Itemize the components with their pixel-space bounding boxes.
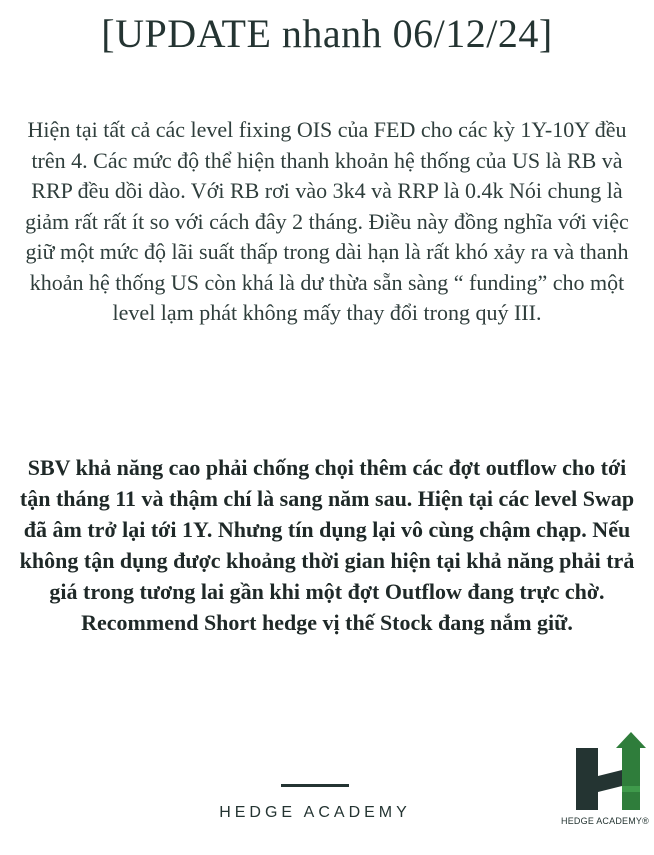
page-title: [UPDATE nhanh 06/12/24] — [101, 11, 553, 56]
footer-brand: HEDGE ACADEMY — [219, 804, 411, 821]
paragraph-liquidity: Hiện tại tất cả các level fixing OIS của FED cho các kỳ 1Y-10Y đều trên 4. Các mức độ thể hiện thanh khoản hệ thống của US là RB và RRP đều dồi dào. Với RB rơi vào 3k4 và RRP là 0.4k Nói chung là giảm rất rất ít so với cách đây 2 tháng. Điều này đồng nghĩa với việc giữ một mức độ lãi suất thấp trong dài hạn là rất khó xảy ra và thanh khoản hệ thống US còn khá là dư thừa sẵn sàng “ funding” cho một level lạm phát không mấy thay đổi trong quý III. — [25, 117, 629, 325]
paragraph-sbv-outflow: SBV khả năng cao phải chống chọi thêm các đợt outflow cho tới tận tháng 11 và thậm chí là sang năm sau. Hiện tại các level Swap đã âm trở lại tới 1Y. Nhưng tín dụng lại vô cùng chậm chạp. Nếu không tận dụng được khoảng thời gian hiện tại khả năng phải trả giá trong tương lai gần khi một đợt Outflow đang trực chờ. Recommend Short hedge vị thế Stock đang nắm giữ. — [19, 455, 635, 635]
footer-divider — [281, 784, 349, 787]
hedge-academy-logo-icon — [560, 730, 654, 830]
logo-wordmark: HEDGE ACADEMY® — [561, 816, 649, 826]
